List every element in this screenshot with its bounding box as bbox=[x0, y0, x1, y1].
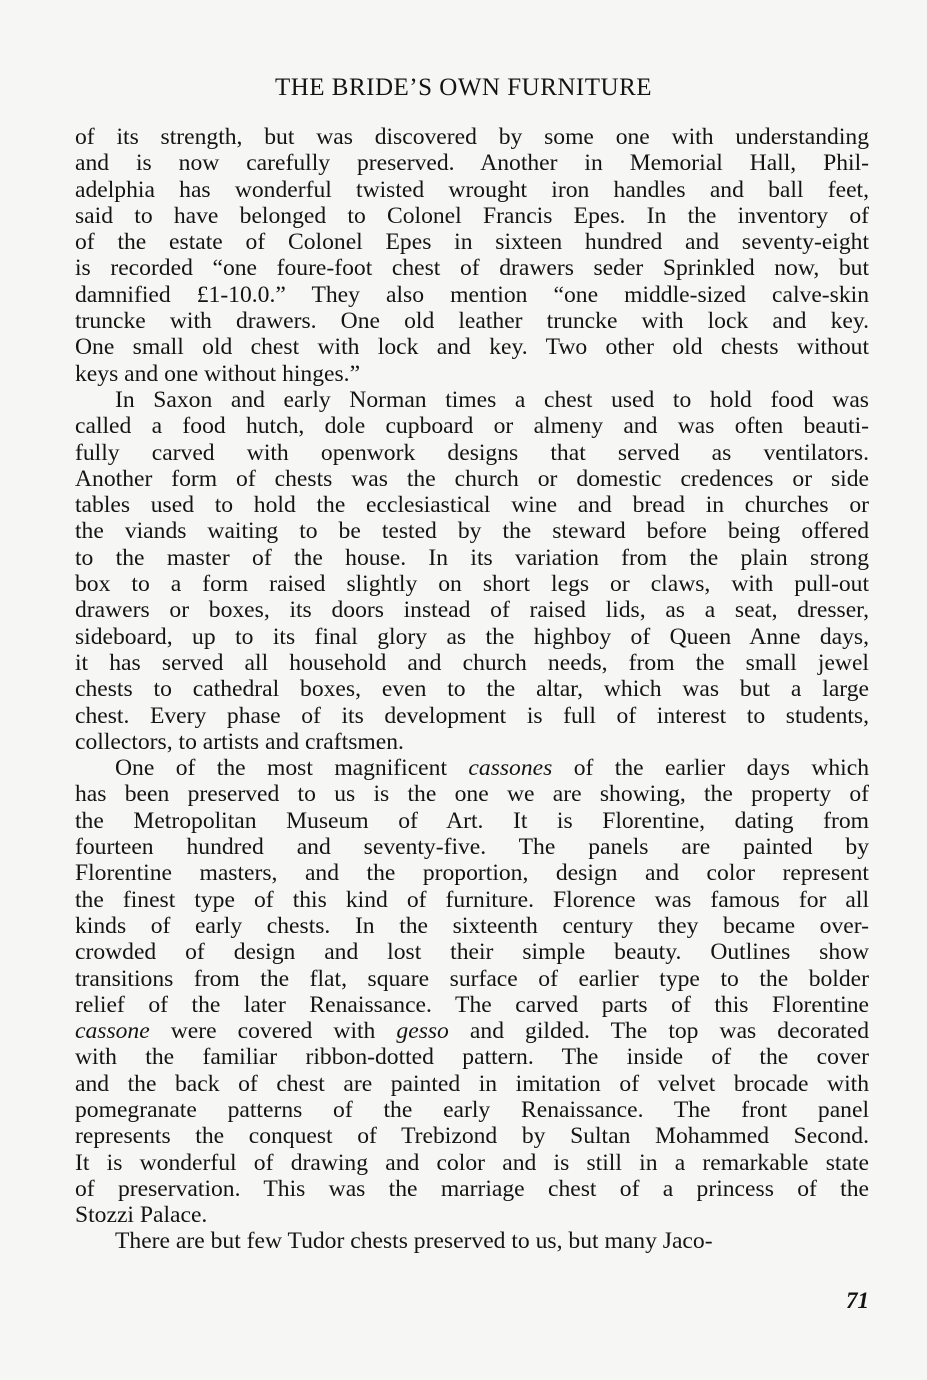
text-line: called a food hutch, dole cupboard or almeny and was often beauti- bbox=[75, 413, 869, 440]
text-line: There are but few Tudor chests preserved to us, but many Jaco- bbox=[115, 1228, 713, 1255]
text-line: box to a form raised slightly on short legs or claws, with pull-out bbox=[75, 571, 869, 598]
text-line: the viands waiting to be tested by the steward before being offered bbox=[75, 518, 869, 545]
page-number: 71 bbox=[846, 1288, 869, 1313]
text-line: relief of the later Renaissance. The carved parts of this Florentine bbox=[75, 991, 869, 1018]
body-text bbox=[75, 124, 869, 1255]
text-line: with the familiar ribbon-dotted pattern. The inside of the cover bbox=[75, 1044, 869, 1071]
text-line: damnified £1-10.0.” They also mention “one middle-sized calve-skin bbox=[75, 281, 869, 308]
text-line: fully carved with openwork designs that served as ventilators. bbox=[75, 439, 869, 466]
text-line: it has served all household and church needs, from the small jewel bbox=[75, 649, 869, 676]
text-line: to the master of the house. In its variation from the plain strong bbox=[75, 544, 869, 571]
text-line: kinds of early chests. In the sixteenth century they became over- bbox=[75, 912, 869, 939]
text-line: One small old chest with lock and key. Two other old chests without bbox=[75, 334, 869, 361]
text-line: adelphia has wonderful twisted wrought iron handles and ball feet, bbox=[75, 176, 869, 203]
text-line: It is wonderful of drawing and color and is still in a remarkable state bbox=[75, 1149, 869, 1176]
text-line: tables used to hold the ecclesiastical wine and bread in churches or bbox=[75, 492, 869, 519]
text-line: transitions from the flat, square surface of earlier type to the bolder bbox=[75, 965, 869, 992]
text-line: said to have belonged to Colonel Francis Epes. In the inventory of bbox=[75, 202, 869, 229]
text-line: cassone were covered with gesso and gilded. The top was decorated bbox=[75, 1018, 869, 1045]
text-line: collectors, to artists and craftsmen. bbox=[75, 728, 404, 755]
text-line: sideboard, up to its final glory as the highboy of Queen Anne days, bbox=[75, 623, 869, 650]
text-line: pomegranate patterns of the early Renaissance. The front panel bbox=[75, 1096, 869, 1123]
text-line: the finest type of this kind of furniture. Florence was famous for all bbox=[75, 886, 869, 913]
text-line: of the estate of Colonel Epes in sixteen hundred and seventy-eight bbox=[75, 229, 869, 256]
paragraph bbox=[75, 755, 869, 1228]
text-line: Another form of chests was the church or domestic credences or side bbox=[75, 465, 869, 492]
text-line: keys and one without hinges.” bbox=[75, 360, 361, 387]
text-line: the Metropolitan Museum of Art. It is Florentine, dating from bbox=[75, 807, 869, 834]
text-line: has been preserved to us is the one we are showing, the property of bbox=[75, 781, 869, 808]
text-line: In Saxon and early Norman times a chest used to hold food was bbox=[115, 386, 869, 413]
text-line: represents the conquest of Trebizond by Sultan Mohammed Second. bbox=[75, 1123, 869, 1150]
running-head: THE BRIDE’S OWN FURNITURE bbox=[274, 74, 653, 101]
text-line: Florentine masters, and the proportion, design and color represent bbox=[75, 860, 869, 887]
text-line: of preservation. This was the marriage chest of a princess of the bbox=[75, 1175, 869, 1202]
paragraph-list bbox=[75, 124, 869, 1255]
paragraph bbox=[75, 387, 869, 755]
paragraph bbox=[75, 1228, 869, 1254]
text-line: drawers or boxes, its doors instead of raised lids, as a seat, dresser, bbox=[75, 597, 869, 624]
text-line: One of the most magnificent cassones of the earlier days which bbox=[115, 755, 869, 782]
text-line: crowded of design and lost their simple beauty. Outlines show bbox=[75, 939, 869, 966]
text-line: fourteen hundred and seventy-five. The panels are painted by bbox=[75, 834, 869, 861]
text-line: is recorded “one foure-foot chest of drawers seder Sprinkled now, but bbox=[75, 255, 869, 282]
text-line: Stozzi Palace. bbox=[75, 1202, 208, 1229]
text-line: chest. Every phase of its development is full of interest to students, bbox=[75, 702, 869, 729]
text-line: and is now carefully preserved. Another in Memorial Hall, Phil- bbox=[75, 150, 869, 177]
text-line: and the back of chest are painted in imitation of velvet brocade with bbox=[75, 1070, 869, 1097]
text-line: truncke with drawers. One old leather truncke with lock and key. bbox=[75, 308, 869, 335]
paragraph bbox=[75, 124, 869, 387]
text-line: of its strength, but was discovered by some one with understanding bbox=[75, 124, 869, 150]
text-line: chests to cathedral boxes, even to the altar, which was but a large bbox=[75, 676, 869, 703]
